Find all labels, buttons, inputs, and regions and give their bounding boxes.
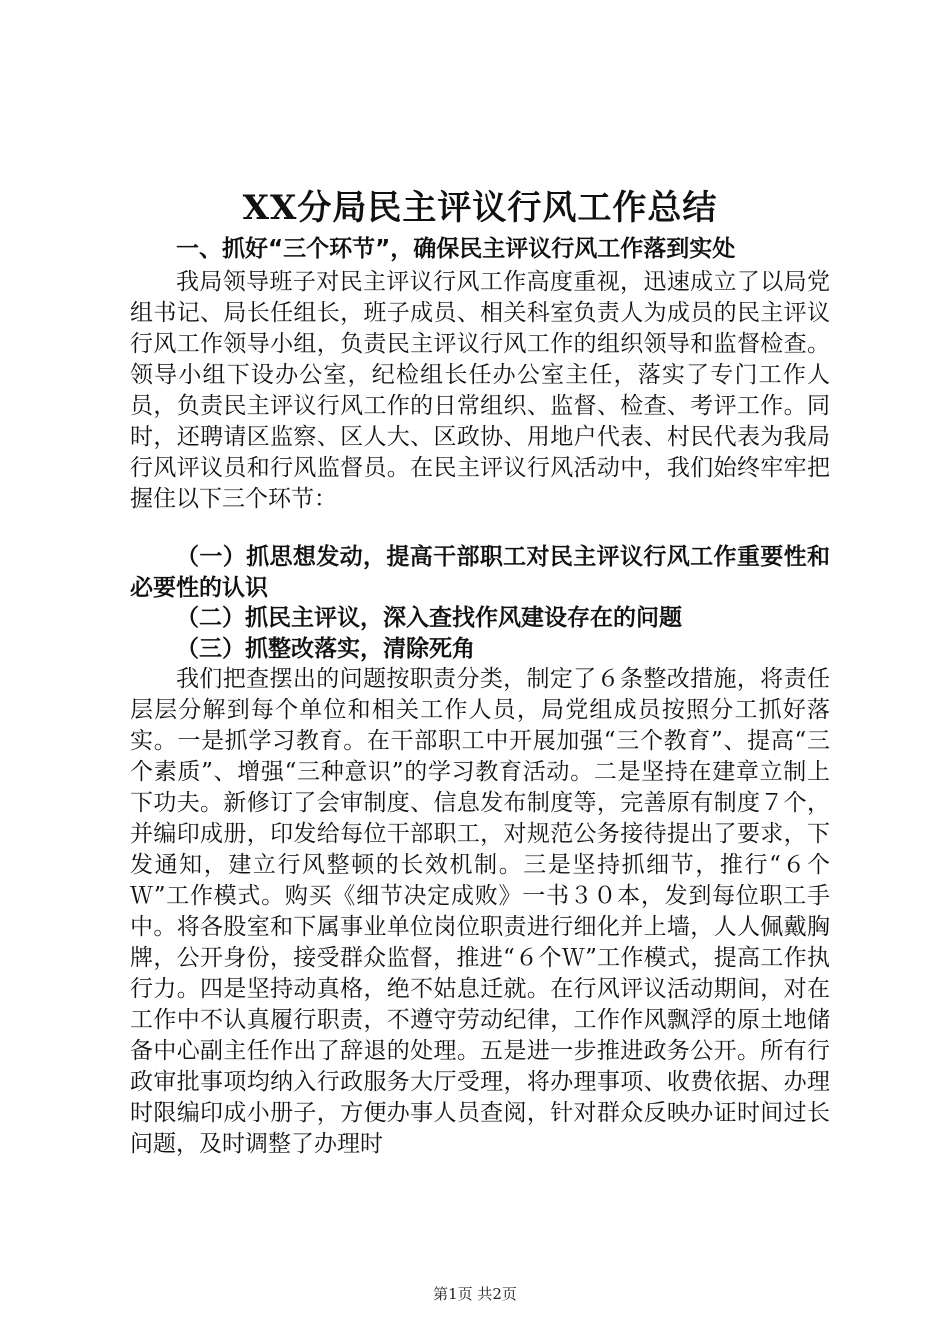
- subsection-3-heading: （三）抓整改落实，清除死角: [176, 636, 475, 662]
- document-page: [130, 0, 830, 1344]
- document-title: XX分局民主评议行风工作总结: [242, 188, 718, 228]
- subsection-2-heading: （二）抓民主评议，深入查找作风建设存在的问题: [176, 605, 682, 631]
- paragraph-2: 我们把查摆出的问题按职责分类，制定了６条整改措施，将责任层层分解到每个单位和相关工作人员，局党组成员按照分工抓好落实。一是抓学习教育。在干部职工中开展加强“三个教育”、提高“三个素质”、增强“三种意识”的学习教育活动。二是坚持在建章立制上下功夫。新修订了会审制度、信息发布制度等，完善原有制度７个，并编印成册，印发给每位干部职工，对规范公务接待提出了要求，下发通知，建立行风整顿的长效机制。三是坚持抓细节，推行“６个Ｗ”工作模式。购买《细节决定成败》一书３０本，发到每位职工手中。将各股室和下属事业单位岗位职责进行细化并上墙，人人佩戴胸牌，公开身份，接受群众监督，推进“６个Ｗ”工作模式，提高工作执行力。四是坚持动真格，绝不姑息迁就。在行风评议活动期间，对在工作中不认真履行职责，不遵守劳动纪律，工作作风飘浮的原土地储备中心副主任作出了辞退的处理。五是进一步推进政务公开。所有行政审批事项均纳入行政服务大厅受理，将办理事项、收费依据、办理时限编印成小册子，方便办事人员查阅，针对群众反映办证时间过长问题，及时调整了办理时: [130, 666, 830, 1157]
- paragraph-1: 我局领导班子对民主评议行风工作高度重视，迅速成立了以局党组书记、局长任组长，班子成员、相关科室负责人为成员的民主评议行风工作领导小组，负责民主评议行风工作的组织领导和监督检查。领导小组下设办公室，纪检组长任办公室主任，落实了专门工作人员，负责民主评议行风工作的日常组织、监督、检查、考评工作。同时，还聘请区监察、区人大、区政协、用地户代表、村民代表为我局行风评议员和行风监督员。在民主评议行风活动中，我们始终牢牢把握住以下三个环节：: [130, 269, 830, 512]
- page-number-footer: 第1页 共2页: [433, 1285, 517, 1303]
- section1-heading: 一、抓好“三个环节”，确保民主评议行风工作落到实处: [176, 236, 736, 262]
- subsection-1-heading: （一）抓思想发动，提高干部职工对民主评议行风工作重要性和必要性的认识: [130, 544, 830, 601]
